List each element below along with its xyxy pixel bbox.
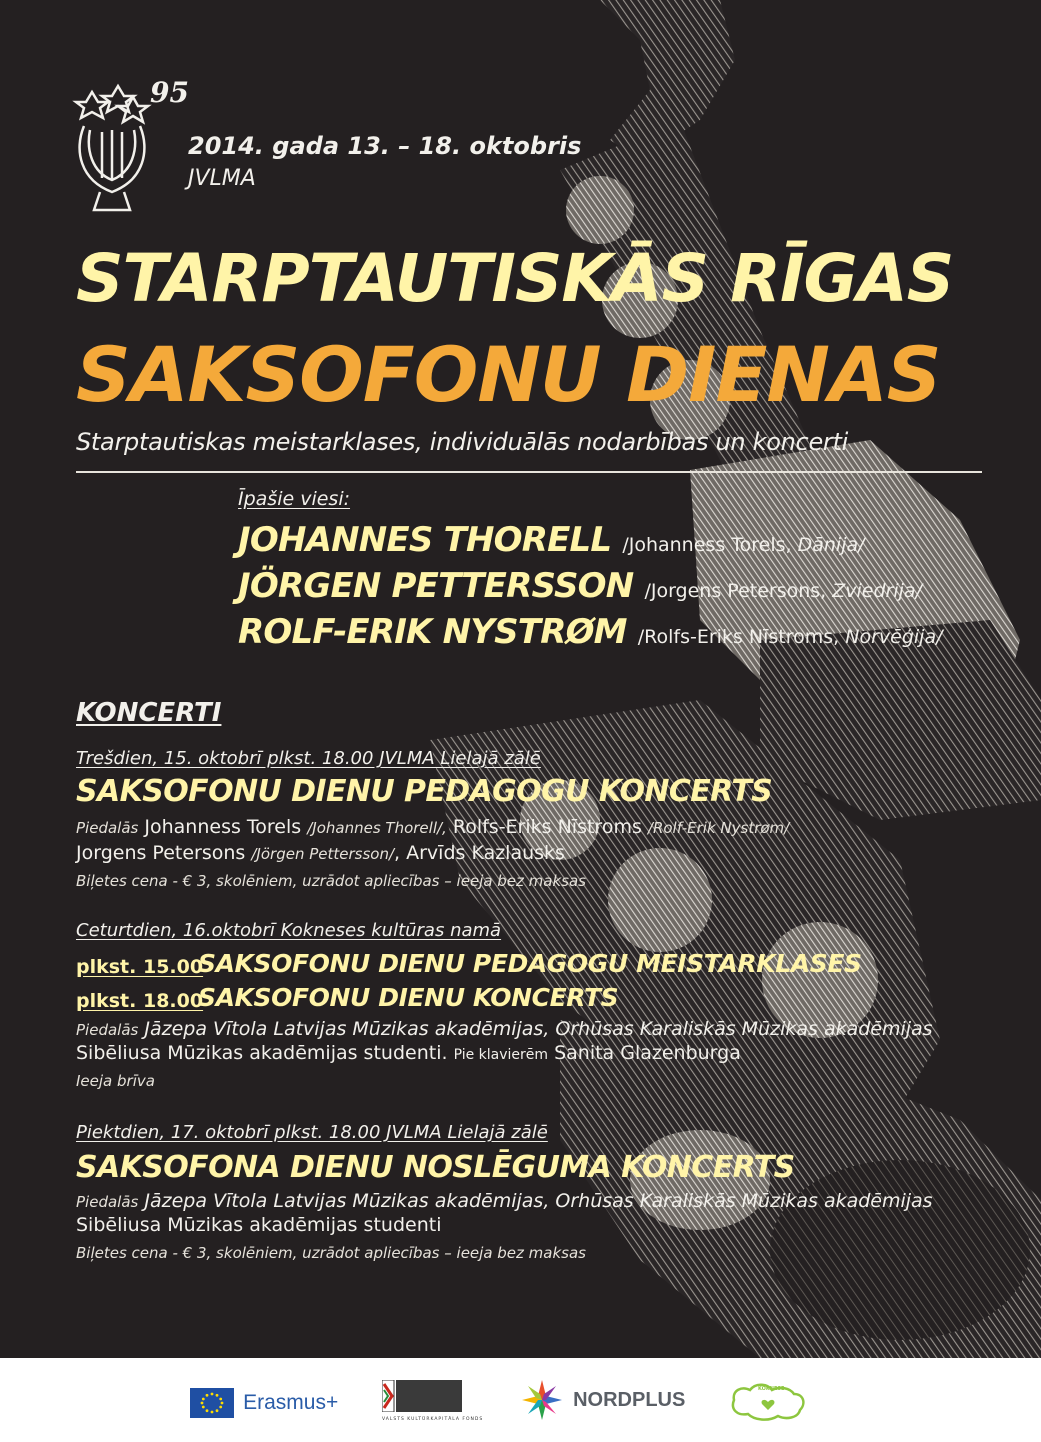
concert-2-entry: Ieeja brīva <box>76 1072 155 1090</box>
guest-note: /Johanness Torels, Dānija/ <box>622 534 865 556</box>
concert-2-title-2: SAKSOFONU DIENU KONCERTS <box>198 983 619 1012</box>
concert-2-participants: Piedalās Jāzepa Vītola Latvijas Mūzikas akadēmijas, Orhūsas Karaliskās Mūzikas akadēmijas <box>76 1018 933 1040</box>
vkkf-logo <box>382 1380 484 1422</box>
subtitle: Starptautiskas meistarklases, individuālās nodarbības un koncerti <box>76 428 848 456</box>
concert-1-tickets: Biļetes cena - € 3, skolēniem, uzrādot apliecības – ieeja bez maksas <box>76 872 586 890</box>
title-line-1: STARPTAUTISKĀS RĪGAS <box>76 240 954 317</box>
nordplus-logo <box>520 1378 685 1422</box>
vkkf-emblem-icon <box>382 1380 462 1412</box>
concert-2-time-1: plkst. 15.00 <box>76 956 204 978</box>
concert-3-participants: Piedalās Jāzepa Vītola Latvijas Mūzikas akadēmijas, Orhūsas Karaliskās Mūzikas akadēmijas <box>76 1190 933 1212</box>
guests-label: Īpašie viesi: <box>238 488 351 510</box>
concert-1-when: Trešdien, 15. oktobrī plkst. 18.00 JVLMA Lielajā zālē <box>76 748 541 769</box>
sponsor-footer <box>0 1358 1041 1442</box>
concert-2-participants-2: Sibēliusa Mūzikas akadēmijas studenti. Pie klavierēm Sanita Glazenburga <box>76 1042 741 1064</box>
lyre-logo-icon <box>72 80 152 220</box>
concert-1-participants-2: Jorgens Petersons /Jörgen Pettersson/, Arvīds Kazlausks <box>76 842 565 864</box>
concert-1-title: SAKSOFONU DIENU PEDAGOGU KONCERTS <box>76 774 773 809</box>
anniversary-number: 95 <box>150 76 189 109</box>
erasmus-logo <box>190 1388 338 1418</box>
koknese-logo <box>728 1380 808 1426</box>
eu-flag-icon <box>190 1388 234 1418</box>
concert-2-when: Ceturtdien, 16.oktobrī Kokneses kultūras namā <box>76 920 502 941</box>
erasmus-label: Erasmus+ <box>243 1391 339 1414</box>
guest-1 <box>238 520 865 560</box>
guest-note: /Rolfs-Eriks Nīstroms, Norvēģija/ <box>637 626 943 648</box>
koknese-label: KOKNESE <box>758 1386 785 1392</box>
guest-name: JÖRGEN PETTERSSON <box>238 566 634 606</box>
concert-3-tickets: Biļetes cena - € 3, skolēniem, uzrādot apliecības – ieeja bez maksas <box>76 1244 586 1262</box>
event-dates: 2014. gada 13. – 18. oktobris <box>188 132 582 160</box>
concert-1-participants: Piedalās Johanness Torels /Johannes Thorell/, Rolfs-Eriks Nīstroms /Rolf-Erik Nystrøm/ <box>76 816 790 838</box>
vkkf-label: VALSTS KULTŪRKAPITĀLA FONDS <box>382 1417 484 1422</box>
concert-2-title-1: SAKSOFONU DIENU PEDAGOGU MEISTARKLASES <box>198 949 862 978</box>
concert-3-title: SAKSOFONA DIENU NOSLĒGUMA KONCERTS <box>76 1150 795 1185</box>
guest-note: /Jorgens Petersons, Zviedrija/ <box>644 580 922 602</box>
nordplus-star-icon <box>520 1378 564 1422</box>
concert-3-when: Piektdien, 17. oktobrī plkst. 18.00 JVLMA Lielajā zālē <box>76 1122 548 1143</box>
divider <box>76 471 982 473</box>
guest-name: ROLF-ERIK NYSTRØM <box>238 612 627 652</box>
guest-2 <box>238 566 922 606</box>
concerts-heading: KONCERTI <box>76 698 222 728</box>
concert-2-time-2: plkst. 18.00 <box>76 990 204 1012</box>
guest-3 <box>238 612 943 652</box>
nordplus-label: NORDPLUS <box>573 1388 686 1411</box>
guest-name: JOHANNES THORELL <box>238 520 612 560</box>
event-venue: JVLMA <box>188 166 256 191</box>
concert-3-participants-2: Sibēliusa Mūzikas akadēmijas studenti <box>76 1214 442 1236</box>
title-line-2: SAKSOFONU DIENAS <box>76 330 941 419</box>
